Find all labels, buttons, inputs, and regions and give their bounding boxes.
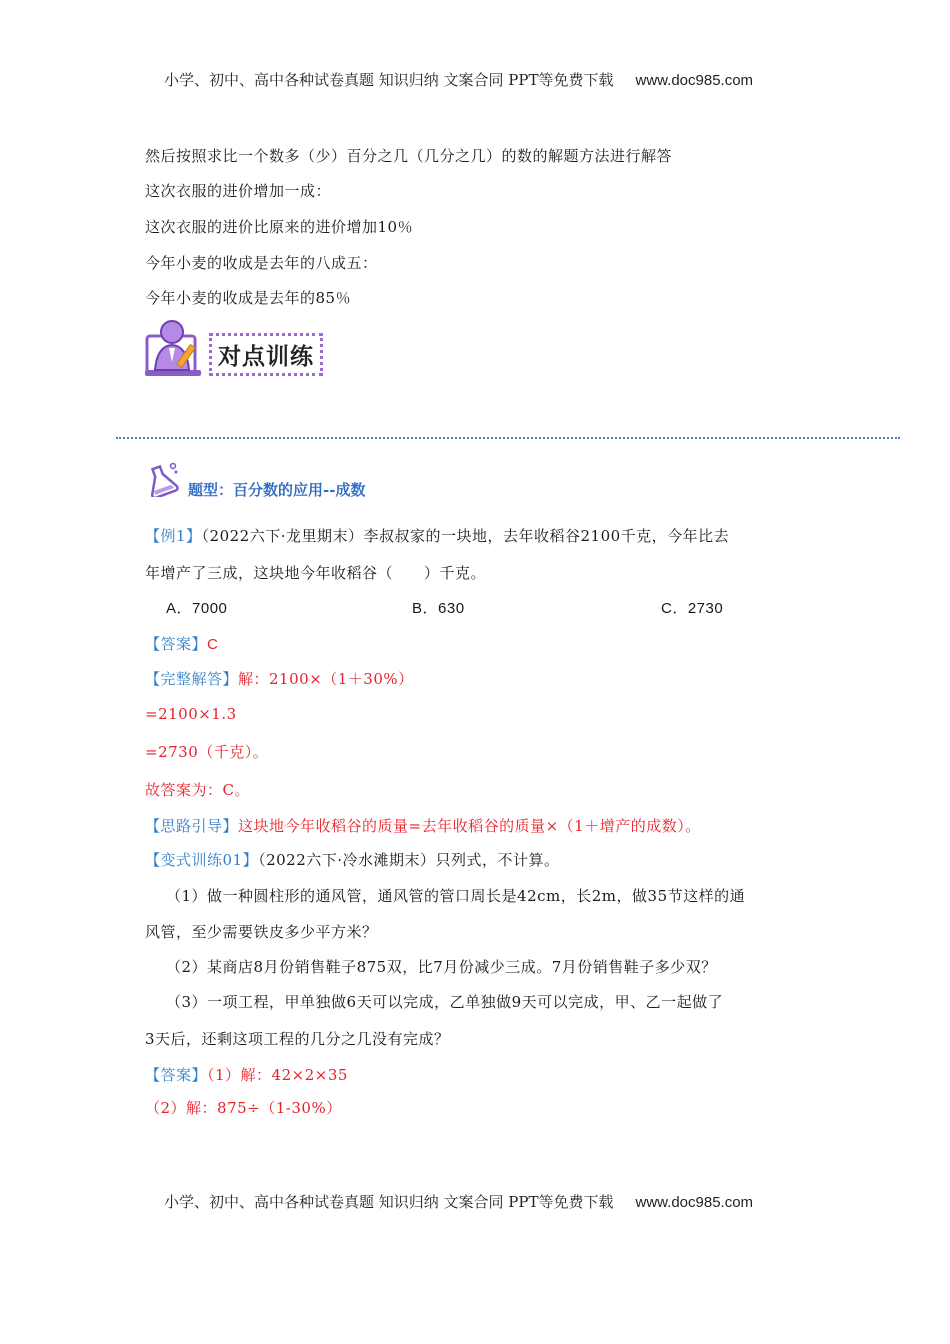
variant-answer-2: （2）解：875÷（1-30%） (145, 1099, 342, 1117)
intro-line-2: 这次衣服的进价增加一成： (145, 182, 332, 200)
flask-icon (145, 461, 179, 497)
intro-line-4: 今年小麦的收成是去年的八成五： (145, 254, 378, 272)
variant-intro: （2022六下·冷水滩期末）只列式，不计算。 (258, 851, 560, 869)
solution-line-1 (145, 668, 414, 689)
option-b: B．630 (412, 600, 465, 617)
header-text: 小学、初中、高中各种试卷真题 知识归纳 文案合同 PPT等免费下载 (164, 71, 614, 89)
hint-tag: 【思路引导】 (145, 817, 239, 835)
hint-line (145, 815, 701, 836)
option-a: A．7000 (166, 600, 228, 617)
question-3-line-2: 3天后，还剩这项工程的几分之几没有完成？ (145, 1030, 450, 1048)
solution-tag: 【完整解答】 (145, 670, 239, 688)
intro-line-1: 然后按照求比一个数多（少）百分之几（几分之几）的数的解题方法进行解答 (145, 147, 673, 165)
option-c: C．2730 (661, 600, 724, 617)
footer-text: 小学、初中、高中各种试卷真题 知识归纳 文案合同 PPT等免费下载 (164, 1193, 614, 1211)
intro-line-5: 今年小麦的收成是去年的85％ (145, 289, 352, 307)
variant-line (145, 849, 560, 870)
teacher-with-pencil-icon (145, 318, 203, 378)
variant-answer-line (145, 1064, 348, 1085)
hint-text: 这块地今年收稻谷的质量=去年收稻谷的质量×（1＋增产的成数）。 (238, 817, 701, 835)
badge-label: 对点训练 (209, 333, 323, 376)
example1-text-2: 年增产了三成，这块地今年收稻谷（ ）千克。 (145, 564, 487, 582)
variant-tag: 【变式训练01】 (145, 851, 259, 869)
variant-answer-tag: 【答案】 (145, 1066, 208, 1084)
example1-answer (145, 633, 218, 654)
page-header (164, 69, 753, 90)
solution-step-2: =2100×1.3 (145, 705, 237, 723)
intro-line-3: 这次衣服的进价比原来的进价增加10％ (145, 218, 414, 236)
question-1-line-1: （1）做一种圆柱形的通风管，通风管的管口周长是42cm，长2m，做35节这样的通 (166, 887, 746, 905)
header-url[interactable]: www.doc985.com (635, 72, 754, 89)
question-2: （2）某商店8月份销售鞋子875双，比7月份减少三成。7月份销售鞋子多少双？ (166, 958, 717, 976)
solution-step-3: =2730（千克）。 (145, 743, 269, 761)
question-1-line-2: 风管，至少需要铁皮多少平方米？ (145, 923, 378, 941)
footer-url[interactable]: www.doc985.com (635, 1194, 754, 1211)
variant-answer-1: （1）解：42×2×35 (207, 1066, 348, 1084)
solution-step-4: 故答案为：C。 (145, 781, 250, 799)
solution-step-1: 解：2100×（1＋30%） (238, 670, 414, 688)
section-divider (116, 437, 900, 439)
answer-value: C (207, 636, 219, 653)
question-3-line-1: （3）一项工程，甲单独做6天可以完成，乙单独做9天可以完成，甲、乙一起做了 (166, 993, 724, 1011)
example1-text-1: （2022六下·龙里期末）李叔叔家的一块地，去年收稻谷2100千克，今年比去 (201, 527, 730, 545)
page-footer (164, 1191, 753, 1212)
example1-line-1 (145, 525, 729, 546)
example1-tag: 【例1】 (145, 527, 202, 545)
topic-title: 题型：百分数的应用--成数 (188, 481, 366, 499)
answer-tag: 【答案】 (145, 635, 208, 653)
